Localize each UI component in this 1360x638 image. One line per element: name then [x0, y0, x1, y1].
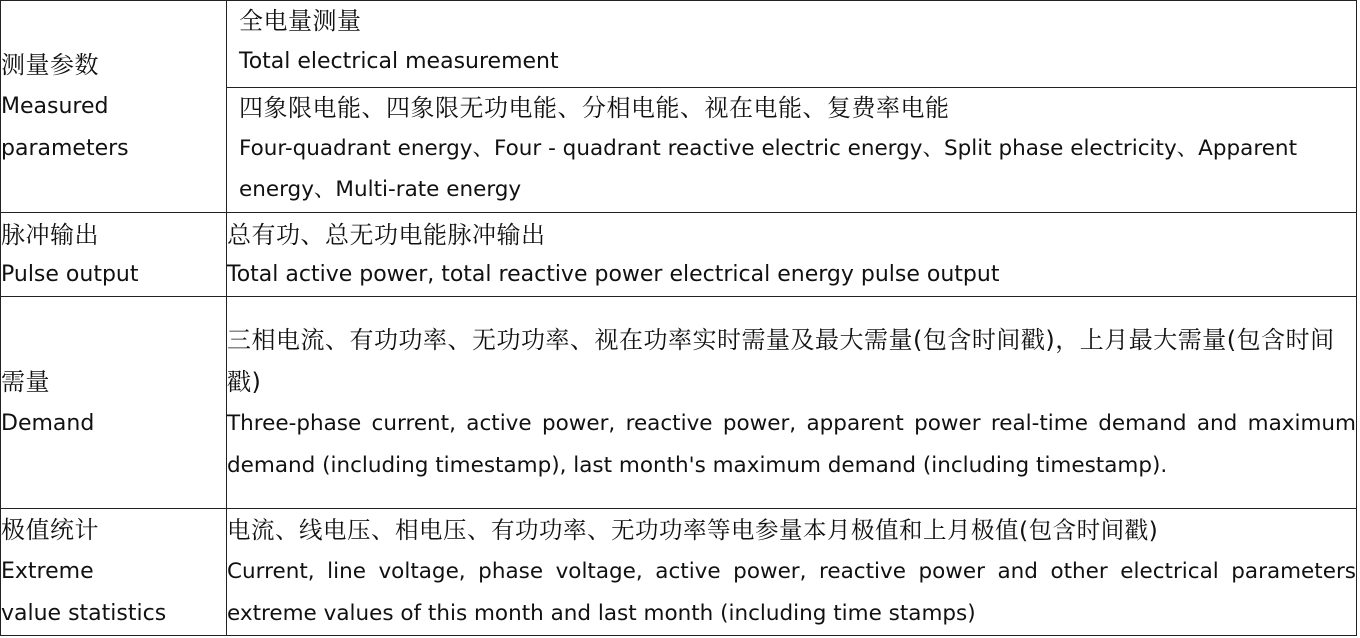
label-zh: 需量 [1, 367, 50, 396]
row-label [1, 1, 227, 213]
label-en: Measured parameters [1, 93, 129, 161]
content-block [227, 88, 1356, 212]
table-row [1, 1, 1357, 213]
content-zh: 电流、线电压、相电压、有功功率、无功功率等电参量本月极值和上月极值(包含时间戳) [227, 516, 1159, 544]
label-en-line2: value statistics [1, 601, 167, 626]
row-content [227, 297, 1357, 509]
content-zh: 总有功、总无功电能脉冲输出 [227, 220, 546, 249]
row-label [1, 509, 227, 636]
content-en: Total active power, total reactive power electrical energy pulse output [227, 261, 1000, 287]
label-en-line1: Extreme [1, 559, 94, 584]
row-label [1, 297, 227, 509]
table-row [1, 213, 1357, 297]
content-en: Current, line voltage, phase voltage, active power, reactive power and other electrical parameters extreme values of this month and last month (including time stamps) [227, 559, 1356, 626]
content-en: Four-quadrant energy、Four - quadrant reactive electric energy、Split phase electricity、Apparent energy、Multi-rate energy [239, 136, 1297, 202]
table-row [1, 297, 1357, 509]
content-en: Total electrical measurement [239, 49, 559, 74]
content-zh: 全电量测量 [239, 7, 362, 35]
row-content [227, 509, 1357, 636]
label-zh: 脉冲输出 [1, 220, 99, 249]
row-label [1, 213, 227, 297]
label-zh: 极值统计 [1, 516, 99, 544]
label-zh: 测量参数 [1, 50, 99, 79]
content-en: Three-phase current, active power, reactive power, apparent power real-time demand and maximum demand (including timestamp), last month's maximum demand (including timestamp). [227, 410, 1356, 478]
content-block [227, 1, 1356, 88]
table-row [1, 509, 1357, 636]
content-zh: 三相电流、有功功率、无功功率、视在功率实时需量及最大需量(包含时间戳)，上月最大需量(包含时间戳) [227, 325, 1335, 396]
label-en: Demand [1, 410, 95, 436]
row-content [227, 1, 1357, 213]
content-zh: 四象限电能、四象限无功电能、分相电能、视在电能、复费率电能 [239, 94, 950, 122]
row-content [227, 213, 1357, 297]
label-en: Pulse output [1, 261, 139, 287]
